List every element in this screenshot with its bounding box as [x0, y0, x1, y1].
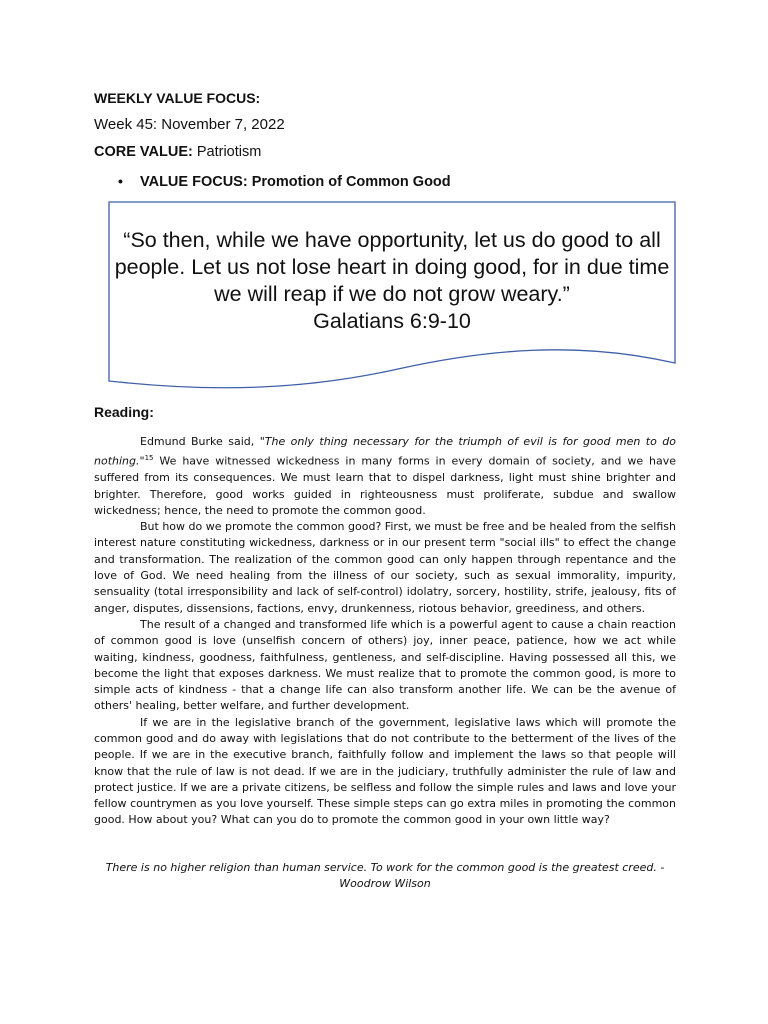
quote-text: “So then, while we have opportunity, let us do good to all people. Let us not lose heart in doing good, for in due time we will reap if we do not grow weary.”: [114, 228, 670, 306]
value-focus-line: [118, 173, 451, 190]
footnote-marker: 15: [144, 454, 154, 463]
scripture-quote-box: [108, 201, 676, 393]
reading-paragraph-3: The result of a changed and transformed life which is a powerful agent to cause a chain reaction of common good is love (unselfish concern of others) joy, inner peace, patience, how we act while waiting, kindness, goodness, faithfulness, gentleness, and self-discipline. Having possessed all this, we become the light that exposes darkness. We must realize that to promote the common good, is more to simple acts of kindness - that a change life can also transform another life. We can be the avenue of others' healing, better welfare, and further development.: [94, 617, 676, 713]
week-date-line: Week 45: November 7, 2022: [94, 116, 285, 133]
quote-close-mark: ": [139, 454, 145, 468]
closing-quote: There is no higher religion than human service. To work for the common good is the greatest creed. -: [105, 861, 665, 874]
reading-paragraph-4: If we are in the legislative branch of the government, legislative laws which will promote the common good and do away with legislations that do not contribute to the betterment of the lives of the people. If we are in the executive branch, faithfully follow and implement the laws so that people will know that the rule of law is not dead. If we are in the judiciary, truthfully administer the rule of law and protect justice. If we are a private citizens, be selfless and follow the simple rules and laws and love your fellow countrymen as you love yourself. These simple steps can go extra miles in promoting the common good. How about you? What can you do to promote the common good in your own little way?: [94, 715, 676, 827]
closing-author: Woodrow Wilson: [339, 877, 431, 891]
reading-body: [94, 434, 676, 829]
paragraph-1-rest: We have witnessed wickedness in many forms in every domain of society, and we have suffered from its consequences. We must learn that to dispel darkness, light must shine brighter and brighter. Therefore, good works guided in righteousness must proliferate, subdue and swallow wickedness; hence, the need to promote the common good.: [94, 454, 676, 517]
bullet-icon: •: [118, 173, 123, 189]
quote-reference: Galatians 6:9-10: [313, 309, 471, 333]
core-value-text: Patriotism: [192, 144, 262, 160]
closing-quote-block: [94, 860, 676, 893]
reading-heading: Reading:: [94, 404, 154, 420]
core-value-label: CORE VALUE:: [94, 144, 193, 160]
reading-paragraph-2: But how do we promote the common good? First, we must be free and be healed from the selfish interest nature constituting wickedness, darkness or in our present term "social ills" to effect the change and transformation. The realization of the common good can only happen through repentance and the love of God. We need healing from the illness of our society, such as sexual immorality, impurity, sensuality (total irresponsibility and lack of self-control) idolatry, sorcery, hostility, strife, jealousy, fits of anger, disputes, dissensions, factions, envy, drunkenness, riotous behavior, greediness, and others.: [94, 520, 676, 615]
value-focus-text: VALUE FOCUS: Promotion of Common Good: [140, 174, 451, 190]
weekly-value-focus-heading: WEEKLY VALUE FOCUS:: [94, 90, 261, 106]
core-value-line: [94, 144, 261, 160]
reading-paragraph-1: [94, 434, 676, 519]
burke-quote: The only thing necessary for the triumph of evil is for good men to do nothing.: [94, 435, 677, 468]
paragraph-1-intro: Edmund Burke said, ": [140, 435, 265, 448]
scripture-quote: [108, 227, 676, 335]
